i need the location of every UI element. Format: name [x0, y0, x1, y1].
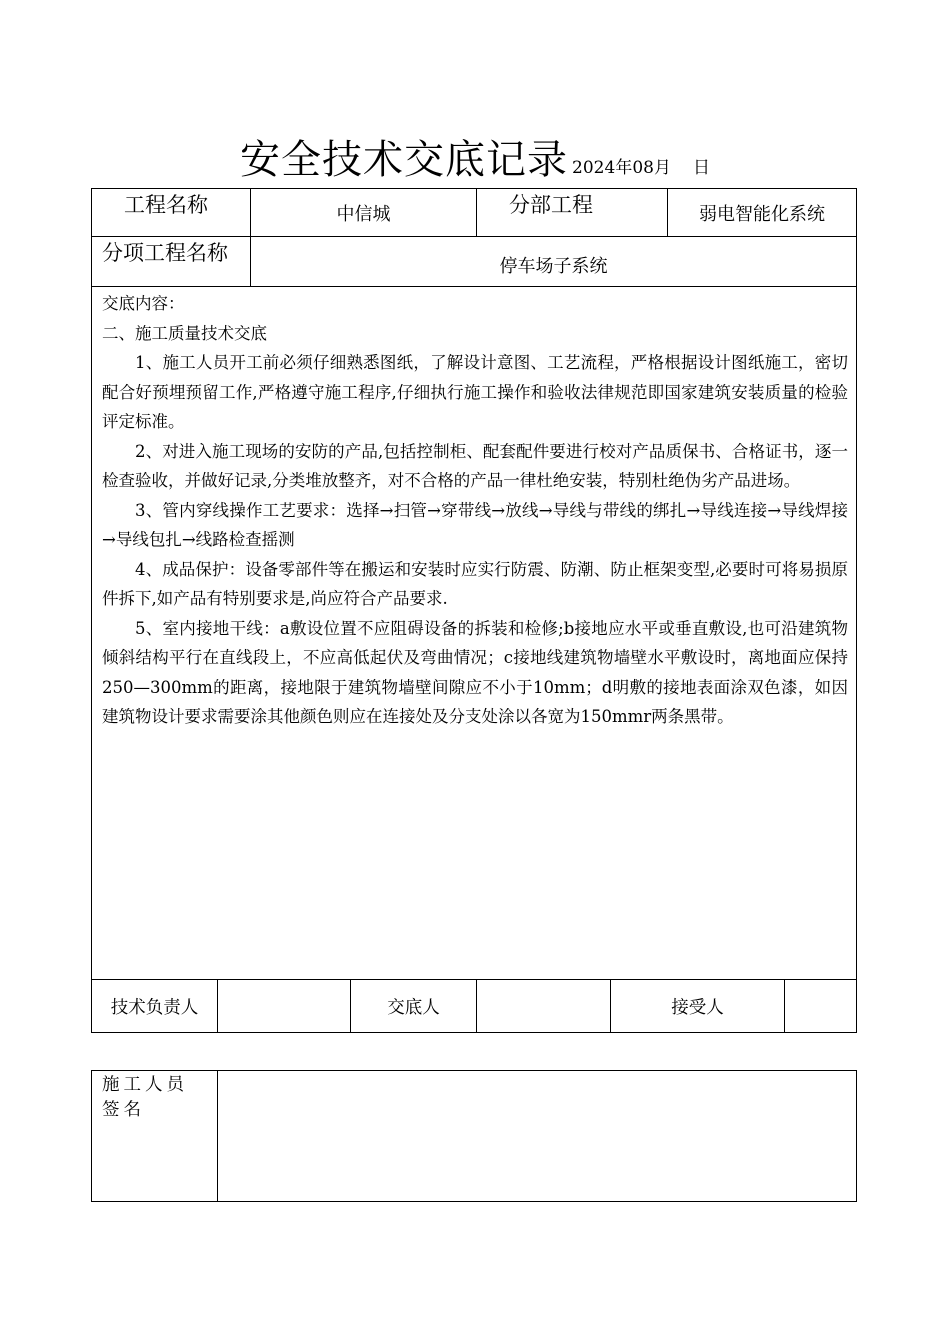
date-year: 2024 — [572, 158, 616, 178]
worker-signature-table — [91, 1070, 857, 1202]
record-date — [572, 158, 710, 178]
paragraph: 1、施工人员开工前必须仔细熟悉图纸，了解设计意图、工艺流程，严格根据设计图纸施工，密切配合好预埋预留工作,严格遵守施工程序,仔细执行施工操作和验收法律规范即国家建筑安装质量的检验评定标准。 — [102, 353, 848, 431]
content-heading: 交底内容： — [102, 294, 185, 313]
discloser-field[interactable] — [477, 980, 611, 1033]
paragraph: 5、室内接地干线：a敷设位置不应阻碍设备的拆装和检修;b接地应水平或垂直敷设,也可沿建筑物倾斜结构平行在直线段上，不应高低起伏及弯曲情况；c接地线建筑物墙壁水平敷设时，离地面应保持250—300mm的距离，接地限于建筑物墙壁间隙应不小于10mm；d明敷的接地表面涂双色漆，如因建筑物设计要求需要涂其他颜色则应在连接处及分支处涂以各宽为150mmr两条黑带。 — [102, 618, 848, 726]
worker-signature-label: 施工人员签名 — [92, 1071, 218, 1202]
tech-lead-field[interactable] — [218, 980, 351, 1033]
tech-lead-label: 技术负责人 — [92, 980, 218, 1033]
division-value: 弱电智能化系统 — [668, 189, 857, 237]
section-title: 二、施工质量技术交底 — [102, 323, 267, 343]
subitem-value: 停车场子系统 — [251, 237, 857, 287]
worker-signature-field[interactable] — [218, 1071, 857, 1202]
date-day-unit: 日 — [692, 158, 710, 178]
date-month: 08 — [632, 158, 654, 178]
division-label: 分部工程 — [477, 189, 668, 237]
paragraph: 4、成品保护：设备零部件等在搬运和安装时应实行防震、防潮、防止框架变型,必要时可将易损原件拆下,如产品有特别要求是,尚应符合产品要求. — [102, 559, 848, 608]
disclosure-table — [91, 188, 857, 1033]
disclosure-content — [92, 287, 857, 980]
date-year-unit: 年 — [615, 158, 633, 178]
date-month-unit: 月 — [653, 158, 671, 178]
paragraph: 2、对进入施工现场的安防的产品,包括控制柜、配套配件要进行校对产品质保书、合格证书，逐一检查验收，并做好记录,分类堆放整齐，对不合格的产品一律杜绝安装，特别杜绝伪劣产品进场。 — [102, 441, 848, 490]
project-name-label: 工程名称 — [92, 189, 251, 237]
discloser-label: 交底人 — [351, 980, 477, 1033]
receiver-label: 接受人 — [611, 980, 785, 1033]
paragraph: 3、管内穿线操作工艺要求：选择→扫管→穿带线→放线→导线与带线的绑扎→导线连接→导线焊接→导线包扎→线路检查摇测 — [102, 500, 848, 549]
receiver-field[interactable] — [785, 980, 857, 1033]
title-row — [0, 128, 950, 185]
subitem-label: 分项工程名称 — [92, 237, 251, 287]
project-name-value: 中信城 — [251, 189, 477, 237]
page-title: 安全技术交底记录 — [240, 137, 569, 183]
